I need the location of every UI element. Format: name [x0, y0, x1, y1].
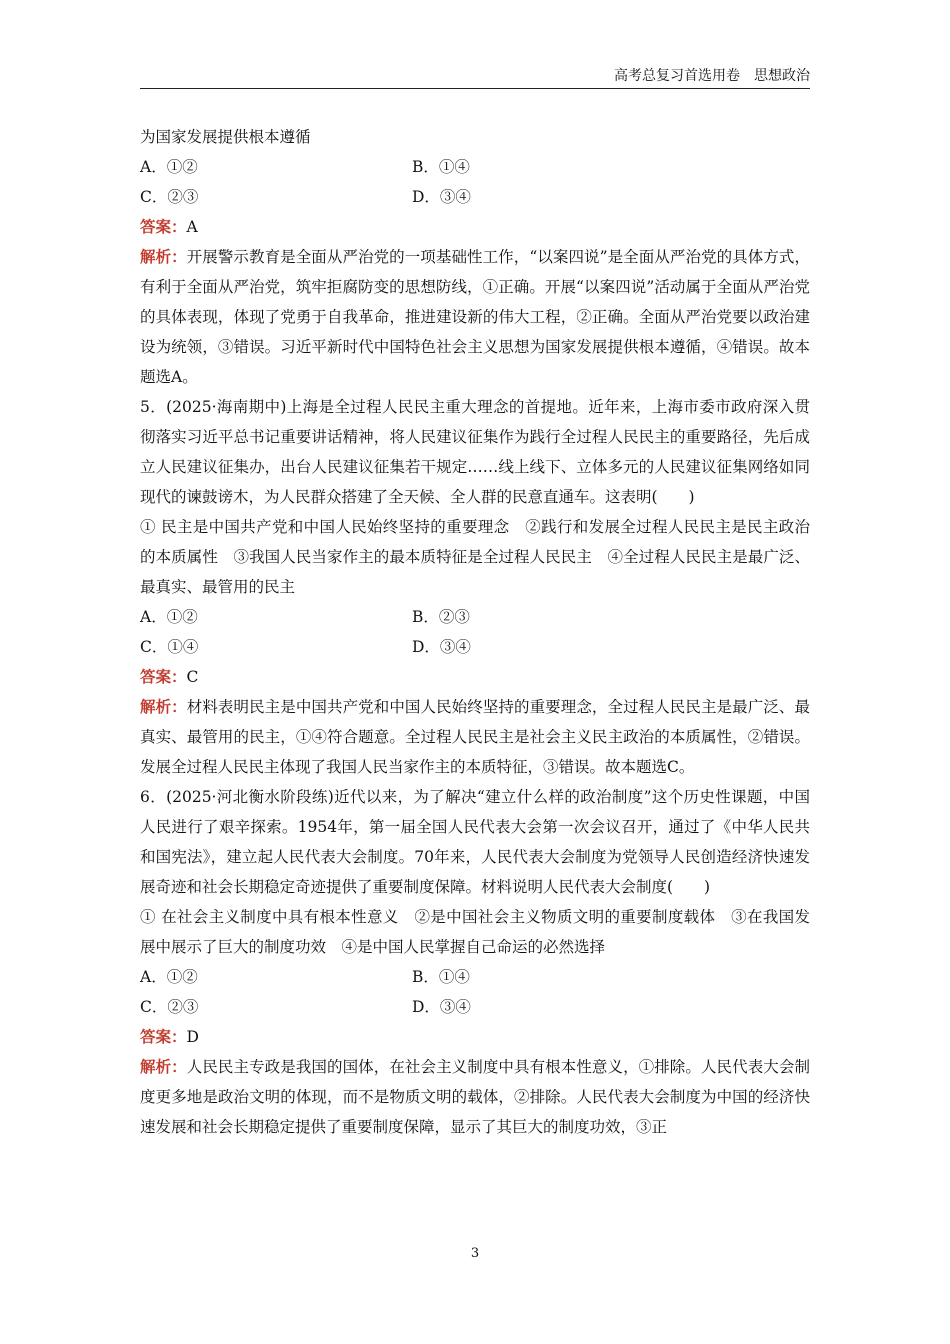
q5-number: 5． — [140, 398, 167, 416]
q4-stem-end: 为国家发展提供根本遵循 — [140, 128, 311, 146]
q6-source: (2025·河北衡水阶段练) — [166, 788, 334, 806]
page-content — [140, 122, 810, 1142]
q4-analysis — [140, 242, 810, 392]
analysis-label: 解析： — [140, 697, 187, 716]
answer-value: A — [186, 218, 198, 236]
q6-analysis — [140, 1052, 810, 1142]
answer-label: 答案： — [140, 217, 187, 236]
q6-option-b: B．①④ — [412, 968, 470, 986]
answer-label: 答案： — [140, 667, 187, 686]
q6-options-row-1 — [140, 962, 810, 992]
q6-statements: ① 在社会主义制度中具有根本性意义 ②是中国社会主义物质文明的重要制度载体 ③在我国发展中展示了巨大的制度功效 ④是中国人民掌握自己命运的必然选择 — [140, 908, 810, 956]
answer-value: D — [186, 1028, 199, 1046]
analysis-label: 解析： — [140, 1057, 187, 1076]
q6-stem-text: 近代以来，为了解决“建立什么样的政治制度”这个历史性课题，中国人民进行了艰辛探索。1954年，第一届全国人民代表大会第一次会议召开，通过了《中华人民共和国宪法》，建立起人民代表大会制度。70年来，人民代表大会制度为党领导人民创造经济快速发展奇迹和社会长期稳定奇迹提供了重要制度保障。材料说明人民代表大会制度( ) — [140, 788, 810, 896]
analysis-text: 人民民主专政是我国的国体，在社会主义制度中具有根本性意义，①排除。人民代表大会制度更多地是政治文明的体现，而不是物质文明的载体，②排除。人民代表大会制度为中国的经济快速发展和社会长期稳定提供了重要制度保障，显示了其巨大的制度功效，③正 — [140, 1058, 810, 1136]
q4-answer — [140, 212, 810, 242]
q6-option-a: A．①② — [140, 968, 198, 986]
q5-option-d: D．③④ — [412, 638, 471, 656]
page-header: 高考总复习首选用卷 思想政治 — [614, 68, 810, 84]
q6-options-row-2 — [140, 992, 810, 1022]
q5-stem-text: 上海是全过程人民民主重大理念的首提地。近年来，上海市委市政府深入贯彻落实习近平总书记重要讲话精神，将人民建议征集作为践行全过程人民民主的重要路径，先后成立人民建议征集办，出台人民建议征集若干规定……线上线下、立体多元的人民建议征集网络如同现代的谏鼓谤木，为人民群众搭建了全天候、全人群的民意直通车。这表明( ) — [140, 398, 810, 506]
q4-option-c: C．②③ — [140, 188, 199, 206]
answer-label: 答案： — [140, 1027, 187, 1046]
q6-stem — [140, 782, 810, 902]
q6-answer — [140, 1022, 810, 1052]
analysis-text: 开展警示教育是全面从严治党的一项基础性工作，“以案四说”是全面从严治党的具体方式，有利于全面从严治党，筑牢拒腐防变的思想防线，①正确。开展“以案四说”活动属于全面从严治党的具体表现，体现了党勇于自我革命，推进建设新的伟大工程，②正确。全面从严治党要以政治建设为统领，③错误。习近平新时代中国特色社会主义思想为国家发展提供根本遵循，④错误。故本题选A。 — [140, 248, 810, 386]
q4-option-a: A．①② — [140, 158, 198, 176]
q5-source: (2025·海南期中) — [166, 398, 287, 416]
q6-number: 6． — [140, 788, 167, 806]
q4-option-b: B．①④ — [412, 158, 470, 176]
q5-option-a: A．①② — [140, 608, 198, 626]
q4-options-row-1 — [140, 152, 810, 182]
q4-option-d: D．③④ — [412, 188, 471, 206]
q5-stem — [140, 392, 810, 512]
analysis-label: 解析： — [140, 247, 187, 266]
q5-statements: ① 民主是中国共产党和中国人民始终坚持的重要理念 ②践行和发展全过程人民民主是民主政治的本质属性 ③我国人民当家作主的最本质特征是全过程人民民主 ④全过程人民民主是最广泛、最真实、最管用的民主 — [140, 518, 810, 596]
q5-options-row-2 — [140, 632, 810, 662]
header-rule — [140, 88, 810, 89]
q5-analysis — [140, 692, 810, 782]
q5-options-row-1 — [140, 602, 810, 632]
q5-option-b: B．②③ — [412, 608, 470, 626]
q5-answer — [140, 662, 810, 692]
page-number: 3 — [470, 1246, 480, 1261]
q6-option-c: C．②③ — [140, 998, 199, 1016]
q5-option-c: C．①④ — [140, 638, 199, 656]
analysis-text: 材料表明民主是中国共产党和中国人民始终坚持的重要理念，全过程人民民主是最广泛、最真实、最管用的民主，①④符合题意。全过程人民民主是社会主义民主政治的本质属性，②错误。发展全过程人民民主体现了我国人民当家作主的本质特征，③错误。故本题选C。 — [140, 698, 810, 776]
q4-options-row-2 — [140, 182, 810, 212]
q6-option-d: D．③④ — [412, 998, 471, 1016]
answer-value: C — [186, 668, 199, 686]
